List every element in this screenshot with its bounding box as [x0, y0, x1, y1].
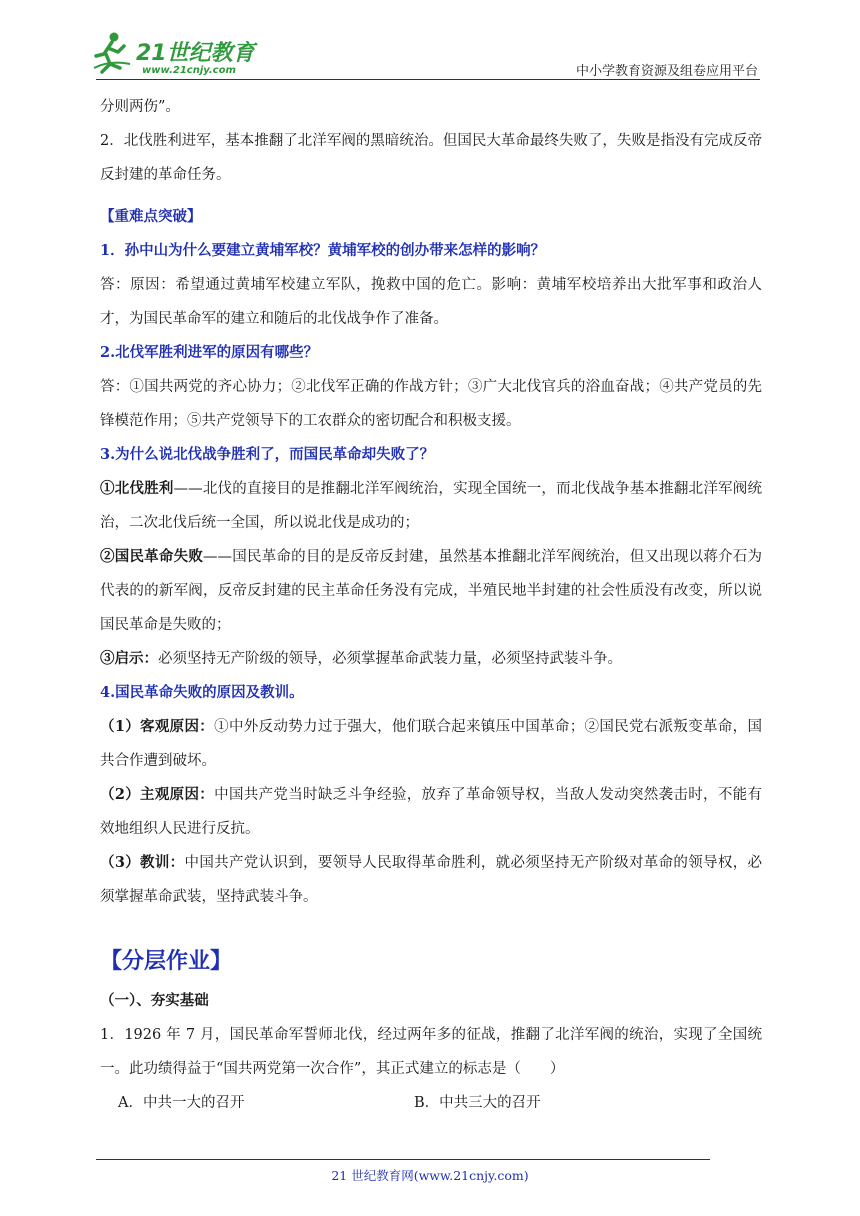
- answer-1: 答：原因：希望通过黄埔军校建立军队，挽救中国的危亡。影响：黄埔军校培养出大批军事和政治人才，为国民革命军的建立和随后的北伐战争作了准备。: [100, 277, 762, 327]
- exercise-1-options: [100, 1086, 762, 1120]
- answer-4-text-3: 中国共产党认识到，要领导人民取得革命胜利，就必须坚持无产阶级对革命的领导权，必须掌握革命武装，坚持武装斗争。: [100, 855, 763, 905]
- breakthrough-heading: 【重难点突破】: [100, 208, 202, 225]
- basic-section-heading: （一）、夯实基础: [100, 992, 209, 1009]
- homework-heading: 【分层作业】: [100, 948, 233, 974]
- answer-3-text-3: 必须坚持无产阶级的领导，必须掌握革命武装力量，必须坚持武装斗争。: [158, 651, 622, 667]
- answer-3-label-3: ③启示：: [100, 650, 158, 667]
- paragraph-point-2: 2．北伐胜利进军，基本推翻了北洋军阀的黑暗统治。但国民大革命最终失败了，失败是指没有完成反帝反封建的革命任务。: [100, 133, 762, 183]
- site-logo[interactable]: [90, 30, 265, 76]
- answer-4-label-1: （1）客观原因：: [100, 718, 215, 735]
- answer-2: 答：①国共两党的齐心协力；②北伐军正确的作战方针；③广大北伐官兵的浴血奋战；④共产党员的先锋模范作用；⑤共产党领导下的工农群众的密切配合和积极支援。: [100, 379, 762, 429]
- answer-3-text-1: ——北伐的直接目的是推翻北洋军阀统治，实现全国统一，而北伐战争基本推翻北洋军阀统治，二次北伐后统一全国，所以说北伐是成功的；: [100, 481, 763, 531]
- answer-4-point-2: [100, 778, 762, 846]
- page-header: [0, 0, 860, 80]
- answer-3-label-2: ②国民革命失败: [100, 548, 204, 565]
- paragraph-continuation: 分则两伤”。: [100, 99, 180, 115]
- option-b: B．中共三大的召开: [414, 1095, 541, 1111]
- answer-3-point-3: [100, 642, 762, 676]
- footer-divider: [96, 1159, 710, 1160]
- question-4: 4.国民革命失败的原因及教训。: [100, 684, 304, 701]
- runner-logo-icon: [90, 30, 265, 76]
- question-3: 3.为什么说北伐战争胜利了，而国民革命却失败了？: [100, 446, 435, 463]
- answer-4-text-2: 中国共产党当时缺乏斗争经验，放弃了革命领导权，当敌人发动突然袭击时，不能有效地组织人民进行反抗。: [100, 787, 762, 837]
- header-platform-text: 中小学教育资源及组卷应用平台: [575, 64, 758, 79]
- answer-4-label-2: （2）主观原因：: [100, 786, 215, 803]
- page-footer[interactable]: 21 世纪教育网(www.21cnjy.com): [331, 1168, 529, 1183]
- logo-text: 21世纪教育: [136, 41, 255, 66]
- answer-4-text-1: ①中外反动势力过于强大，他们联合起来镇压中国革命；②国民党右派叛变革命，国共合作遭到破坏。: [100, 719, 762, 769]
- answer-4-point-3: [100, 846, 762, 914]
- answer-3-point-2: [100, 540, 762, 642]
- logo-url: www.21cnjy.com: [142, 65, 236, 76]
- question-2: 2.北伐军胜利进军的原因有哪些？: [100, 344, 319, 361]
- answer-4-label-3: （3）教训：: [100, 854, 185, 871]
- answer-3-label-1: ①北伐胜利: [100, 480, 174, 497]
- exercise-1: 1．1926 年 7 月，国民革命军誓师北伐，经过两年多的征战，推翻了北洋军阀的统治，实现了全国统一。此功绩得益于“国共两党第一次合作”，其正式建立的标志是（ ）: [100, 1027, 762, 1077]
- document-body: [100, 90, 762, 1120]
- question-1: 1．孙中山为什么要建立黄埔军校？黄埔军校的创办带来怎样的影响？: [100, 242, 546, 259]
- answer-3-text-2: ——国民革命的目的是反帝反封建，虽然基本推翻北洋军阀统治，但又出现以蒋介石为代表的的新军阀，反帝反封建的民主革命任务没有完成，半殖民地半封建的社会性质没有改变，所以说国民革命是失败的；: [100, 549, 762, 633]
- option-a: A．中共一大的召开: [118, 1095, 245, 1111]
- header-divider: [96, 79, 760, 80]
- answer-3-point-1: [100, 472, 762, 540]
- answer-4-point-1: [100, 710, 762, 778]
